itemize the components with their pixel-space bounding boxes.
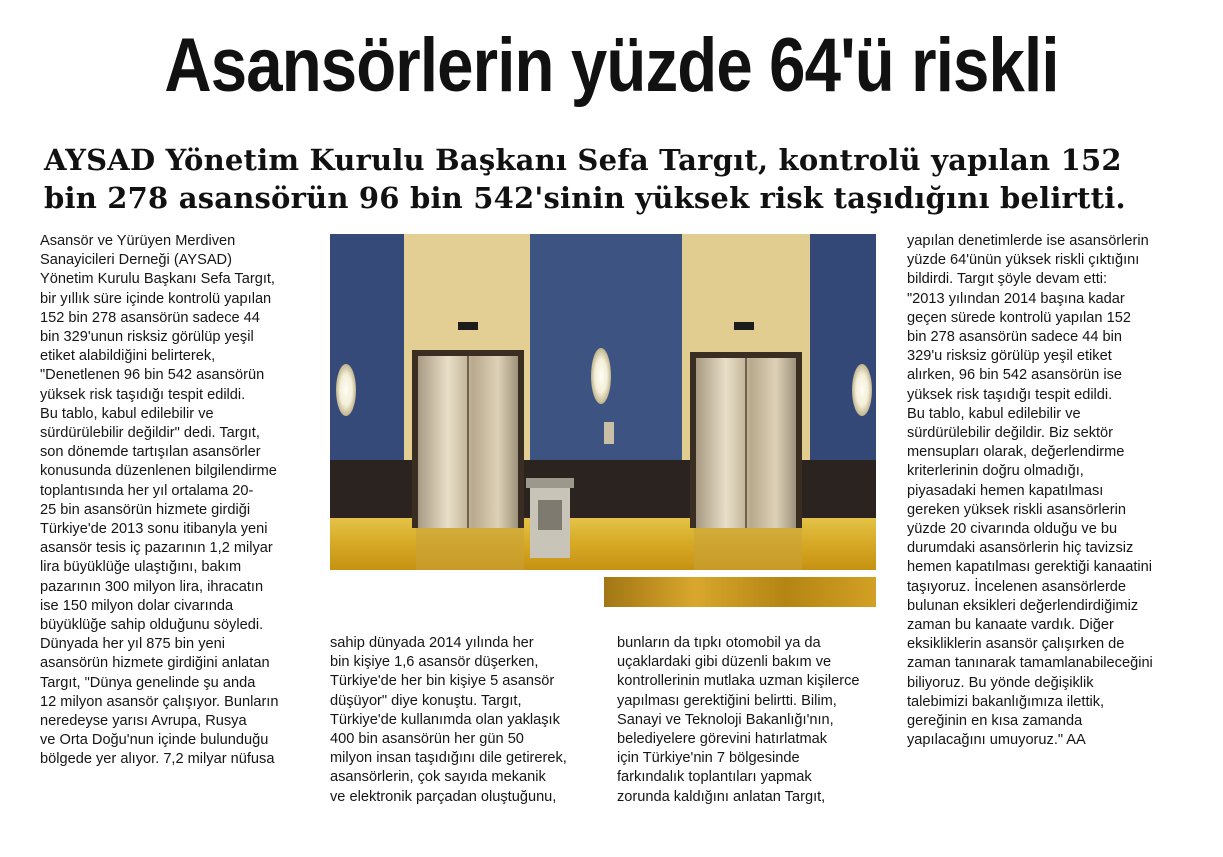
- body-line: bulunan eksikleri değerlendirdiğimiz: [907, 597, 1139, 614]
- body-line: büyüklüğe sahip olduğunu söyledi.: [40, 617, 264, 634]
- body-line: 152 bin 278 asansörün sadece 44: [40, 309, 260, 326]
- body-line: etiket alabildiğini belirterek,: [40, 348, 216, 365]
- body-line: lira büyüklüğe ulaştığını, bakım: [40, 559, 242, 576]
- body-line: sürdürülebilir değildir" dedi. Targıt,: [40, 425, 260, 442]
- deck-line: AYSAD Yönetim Kurulu Başkanı Sefa Targıt, kontrolü yapılan 152: [44, 143, 1122, 177]
- body-line: Dünyada her yıl 875 bin yeni: [40, 636, 225, 653]
- body-column-1: [40, 232, 308, 770]
- body-line: ve elektronik parçadan oluştuğunu,: [330, 788, 557, 805]
- body-line: Bu tablo, kabul edilebilir ve: [40, 405, 214, 422]
- body-line: milyon insan taşıdığını dile getirerek,: [330, 750, 567, 767]
- body-line: son dönemde tartışılan asansörler: [40, 444, 261, 461]
- body-column-2: [330, 634, 598, 807]
- body-line: alırken, 96 bin 542 asansörün ise: [907, 367, 1122, 384]
- body-line: yüksek risk taşıdığı tespit edildi.: [907, 386, 1113, 403]
- deck: [44, 141, 1184, 217]
- body-line: bir yıllık süre içinde kontrolü yapılan: [40, 290, 272, 307]
- body-line: Türkiye'de 2013 sonu itibanyla yeni: [40, 521, 268, 538]
- body-line: gereken yüksek riskli asansörlerin: [907, 501, 1126, 518]
- body-line: 329'u risksiz görülüp yeşil etiket: [907, 348, 1112, 365]
- body-line: piyasadaki hemen kapatılması: [907, 482, 1104, 499]
- body-line: taşıyoruz. İncelenen asansörlerde: [907, 578, 1127, 595]
- body-line: eksikliklerin asansör çalışırken de: [907, 636, 1125, 653]
- body-line: biliyoruz. Bu yönde değişiklik: [907, 674, 1094, 691]
- body-column-3: [617, 634, 889, 807]
- body-line: 400 bin asansörün her gün 50: [330, 731, 524, 748]
- deck-line: bin 278 asansörün 96 bin 542'sinin yüksek risk taşıdığını belirtti.: [44, 181, 1126, 215]
- body-line: Targıt, "Dünya genelinde şu anda: [40, 674, 256, 691]
- body-line: ise 150 milyon dolar civarında: [40, 597, 234, 614]
- body-line: bunların da tıpkı otomobil ya da: [617, 635, 821, 651]
- body-line: asansörlerin, çok sayıda mekanik: [330, 769, 546, 786]
- elevator-lobby-photo: [330, 234, 876, 570]
- body-line: zorunda kaldığını anlatan Targıt,: [617, 788, 826, 805]
- body-line: uçaklardaki gibi düzenli bakım ve: [617, 654, 832, 671]
- body-line: konusunda düzenlenen bilgilendirme: [40, 463, 277, 480]
- body-line: hemen kapatılması gerektiği kanaatini: [907, 559, 1152, 576]
- body-line: kriterlerinin doğru olmadığı,: [907, 463, 1084, 480]
- body-line: yapılacağını umuyoruz." AA: [907, 732, 1086, 749]
- body-line: asansör tesis iç pazarının 1,2 milyar: [40, 540, 273, 557]
- body-line: Sanayi ve Teknoloji Bakanlığı'nın,: [617, 711, 834, 728]
- body-line: sahip dünyada 2014 yılında her: [330, 635, 534, 651]
- body-line: yüzde 20 civarında olduğu ve bu: [907, 521, 1118, 538]
- body-line: yüksek risk taşıdığı tespit edildi.: [40, 386, 246, 403]
- body-line: bölgede yer alıyor. 7,2 milyar nüfusa: [40, 751, 275, 768]
- body-line: Sanayicileri Derneği (AYSAD): [40, 252, 232, 269]
- body-line: bin 278 asansörün sadece 44 bin: [907, 329, 1123, 346]
- body-line: toplantısında her yıl ortalama 20-: [40, 482, 254, 499]
- body-line: bin kişiye 1,6 asansör düşerken,: [330, 654, 539, 671]
- body-line: Türkiye'de kullanımda olan yaklaşık: [330, 711, 560, 728]
- body-line: bin 329'unun risksiz görülüp yeşil: [40, 329, 254, 346]
- body-line: için Türkiye'nin 7 bölgesinde: [617, 750, 800, 767]
- body-line: yapılan denetimlerde ise asansörlerin: [907, 233, 1149, 249]
- body-line: bildirdi. Targıt şöyle devam etti:: [907, 271, 1108, 288]
- body-line: farkındalık toplantıları yapmak: [617, 769, 812, 786]
- body-line: sürdürülebilir değildir. Biz sektör: [907, 425, 1114, 442]
- body-column-4: [907, 232, 1175, 750]
- body-line: "2013 yılından 2014 başına kadar: [907, 290, 1125, 307]
- body-line: düşüyor" diye konuştu. Targıt,: [330, 692, 522, 709]
- headline: Asansörlerin yüzde 64'ü riskli: [164, 23, 1059, 108]
- body-line: mensupları olarak, değerlendirme: [907, 444, 1125, 461]
- body-line: "Denetlenen 96 bin 542 asansörün: [40, 367, 265, 384]
- body-line: talebimizi bakanlığımıza ilettik,: [907, 693, 1105, 710]
- body-line: Yönetim Kurulu Başkanı Sefa Targıt,: [40, 271, 275, 288]
- body-line: zaman bu kanaate vardık. Diğer: [907, 617, 1114, 634]
- body-line: durumdaki asansörlerin hiç tavizsiz: [907, 540, 1134, 557]
- body-line: Bu tablo, kabul edilebilir ve: [907, 405, 1081, 422]
- body-line: pazarının 300 milyon lira, ihracatın: [40, 578, 264, 595]
- body-line: asansörün hizmete girdiğini anlatan: [40, 655, 270, 672]
- body-line: 25 bin asansörün hizmete girdiği: [40, 501, 251, 518]
- body-line: yapılması gerektiğini belirtti. Bilim,: [617, 692, 837, 709]
- body-line: zaman tanınarak tamamlanabileceğini: [907, 655, 1153, 672]
- body-line: Asansör ve Yürüyen Merdiven: [40, 233, 236, 249]
- photo-caption-strip: [604, 577, 876, 607]
- body-line: geçen sürede kontrolü yapılan 152: [907, 309, 1131, 326]
- body-line: belediyelere görevini hatırlatmak: [617, 731, 828, 748]
- body-line: neredeyse yarısı Avrupa, Rusya: [40, 713, 247, 730]
- body-line: Türkiye'de her bin kişiye 5 asansör: [330, 673, 555, 690]
- body-line: yüzde 64'ünün yüksek riskli çıktığını: [907, 252, 1140, 269]
- body-line: gereğinin en kısa zamanda: [907, 713, 1083, 730]
- body-line: 12 milyon asansör çalışıyor. Bunların: [40, 693, 279, 710]
- body-line: kontrollerinin mutlaka uzman kişilerce: [617, 673, 860, 690]
- body-line: ve Orta Doğu'nun içinde bulunduğu: [40, 732, 269, 749]
